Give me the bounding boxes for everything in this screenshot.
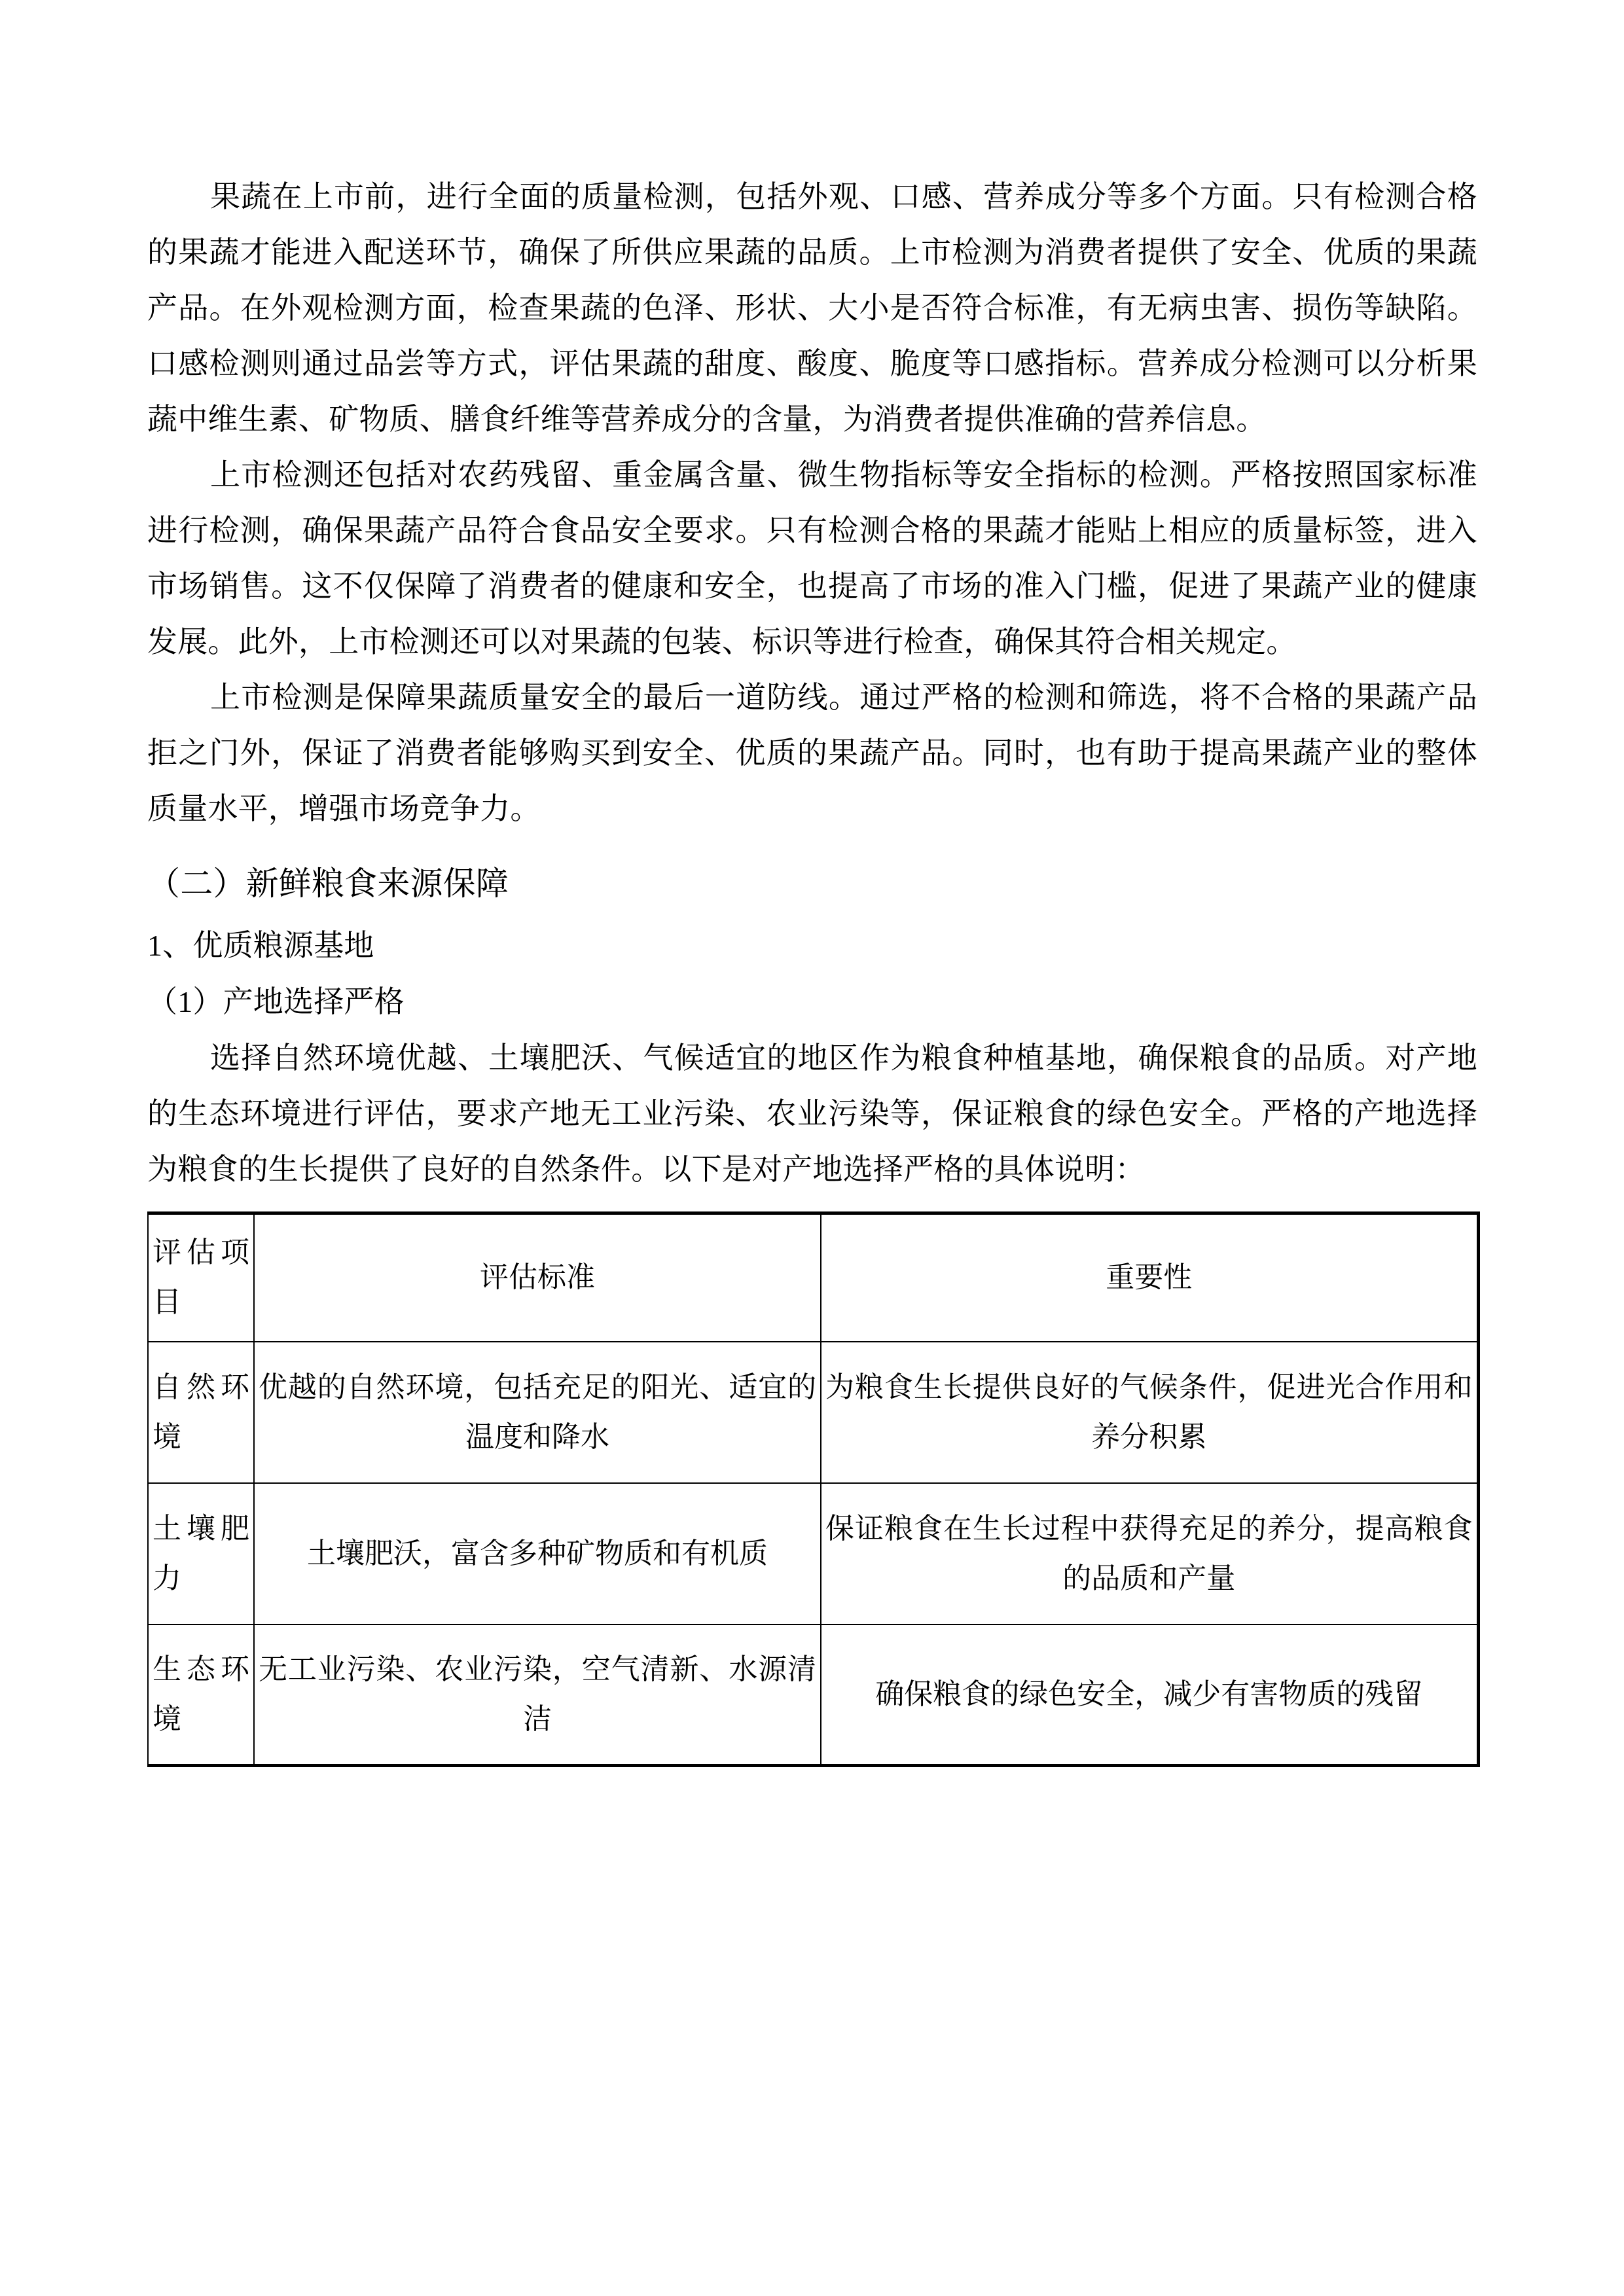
table-cell-standard-soil-fertility: 土壤肥沃，富含多种矿物质和有机质 <box>254 1483 821 1624</box>
table-row <box>148 1624 1478 1766</box>
page-content <box>147 169 1477 1767</box>
table-header-evaluation-item: 评估项目 <box>148 1213 254 1342</box>
table-row <box>148 1342 1478 1483</box>
table-row <box>148 1483 1478 1624</box>
table-cell-standard-ecological-environment: 无工业污染、农业污染，空气清新、水源清洁 <box>254 1624 821 1766</box>
table-cell-importance-soil-fertility: 保证粮食在生长过程中获得充足的养分，提高粮食的品质和产量 <box>821 1483 1478 1624</box>
paragraph-quality-inspection: 果蔬在上市前，进行全面的质量检测，包括外观、口感、营养成分等多个方面。只有检测合格的果蔬才能进入配送环节，确保了所供应果蔬的品质。上市检测为消费者提供了安全、优质的果蔬产品。在外观检测方面，检查果蔬的色泽、形状、大小是否符合标准，有无病虫害、损伤等缺陷。口感检测则通过品尝等方式，评估果蔬的甜度、酸度、脆度等口感指标。营养成分检测可以分析果蔬中维生素、矿物质、膳食纤维等营养成分的含量，为消费者提供准确的营养信息。 <box>147 180 1477 436</box>
table-header-evaluation-standard: 评估标准 <box>254 1213 821 1342</box>
table-cell-importance-ecological-environment: 确保粮食的绿色安全，减少有害物质的残留 <box>821 1624 1478 1766</box>
table-header-row <box>148 1213 1478 1342</box>
table-cell-item-natural-environment: 自然环境 <box>148 1342 254 1483</box>
heading-strict-origin-selection: （1）产地选择严格 <box>147 985 405 1018</box>
paragraph-safety-indicators: 上市检测还包括对农药残留、重金属含量、微生物指标等安全指标的检测。严格按照国家标准进行检测，确保果蔬产品符合食品安全要求。只有检测合格的果蔬才能贴上相应的质量标签，进入市场销售。这不仅保障了消费者的健康和安全，也提高了市场的准入门槛，促进了果蔬产业的健康发展。此外，上市检测还可以对果蔬的包装、标识等进行检查，确保其符合相关规定。 <box>147 458 1477 658</box>
heading-quality-grain-base: 1、优质粮源基地 <box>147 929 374 962</box>
paragraph-origin-selection-intro: 选择自然环境优越、土壤肥沃、气候适宜的地区作为粮食种植基地，确保粮食的品质。对产地的生态环境进行评估，要求产地无工业污染、农业污染等，保证粮食的绿色安全。严格的产地选择为粮食的生长提供了良好的自然条件。以下是对产地选择严格的具体说明： <box>147 1041 1477 1186</box>
section-heading-fresh-grain-source: （二）新鲜粮食来源保障 <box>147 865 509 902</box>
table-cell-standard-natural-environment: 优越的自然环境，包括充足的阳光、适宜的温度和降水 <box>254 1342 821 1483</box>
table-cell-item-soil-fertility: 土壤肥力 <box>148 1483 254 1624</box>
paragraph-final-defense-line: 上市检测是保障果蔬质量安全的最后一道防线。通过严格的检测和筛选，将不合格的果蔬产品拒之门外，保证了消费者能够购买到安全、优质的果蔬产品。同时，也有助于提高果蔬产业的整体质量水平，增强市场竞争力。 <box>147 681 1477 825</box>
table-cell-item-ecological-environment: 生态环境 <box>148 1624 254 1766</box>
origin-evaluation-table <box>147 1211 1480 1767</box>
table-cell-importance-natural-environment: 为粮食生长提供良好的气候条件，促进光合作用和养分积累 <box>821 1342 1478 1483</box>
table-header-importance: 重要性 <box>821 1213 1478 1342</box>
table-spacer <box>147 1197 1477 1211</box>
